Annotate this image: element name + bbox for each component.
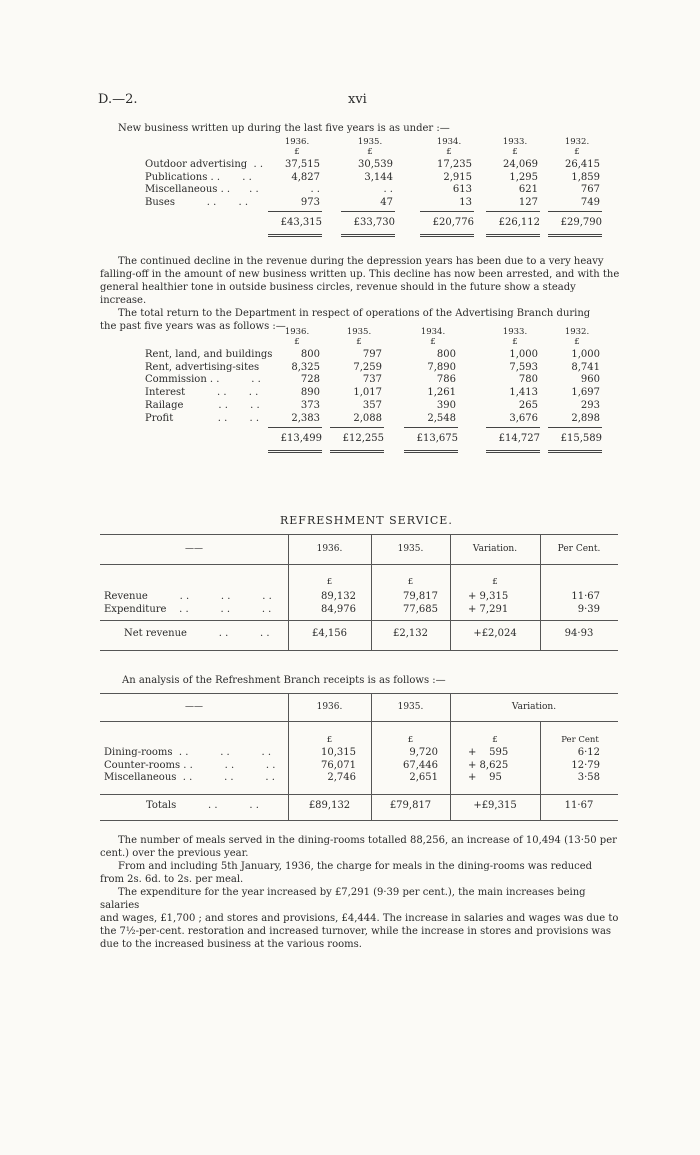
cell-value: . . — [383, 184, 393, 195]
cell-value: 890 — [300, 387, 320, 399]
cell-value: 12·79 — [571, 759, 600, 771]
para2-line: The expenditure for the year increased by £7,291 (9·39 per cent.), the main increases being salaries — [100, 887, 586, 911]
pound-sign: £ — [574, 147, 580, 157]
cell-value: + 95 — [468, 772, 502, 783]
column-header: Variation. — [472, 544, 518, 554]
cell-value: 797 — [362, 349, 382, 360]
para1-line: the past five years was as follows :— — [100, 321, 286, 332]
meals-paragraph — [100, 834, 620, 951]
column-header: 1935. — [397, 702, 424, 712]
table-bottom-rule — [100, 650, 618, 651]
cell-value: 13 — [459, 196, 472, 208]
cell-value: 293 — [580, 399, 600, 411]
year-header: 1935. — [346, 327, 372, 337]
cell-value: 1,017 — [353, 387, 382, 399]
total-value: £13,675 — [416, 433, 458, 445]
cell-value: 79,817 — [403, 591, 438, 602]
cell-value: 77,685 — [403, 603, 438, 615]
row-label: Rent, advertising-sites — [145, 361, 260, 373]
para2-line: the 7½-per-cent. restoration and increased turnover, while the increase in stores and provisions was — [100, 926, 612, 937]
cell-value: 76,071 — [321, 759, 356, 771]
row-label: Outdoor advertising . . — [145, 159, 264, 170]
cell-value: 800 — [436, 349, 456, 360]
net-revenue-label: Net revenue . . . . — [124, 628, 270, 639]
cell-value: 127 — [518, 196, 538, 208]
sum-rule — [341, 211, 395, 212]
total-double-rule — [486, 450, 540, 453]
total-double-rule — [548, 450, 602, 453]
total-value: £79,817 — [389, 800, 432, 811]
cell-value: 2,548 — [427, 412, 456, 424]
cell-value: 84,976 — [321, 603, 356, 615]
row-label: Miscellaneous . . . . — [145, 184, 259, 195]
row-label: Buses . . . . — [145, 196, 249, 208]
sum-rule — [548, 427, 602, 428]
cell-value: 3·58 — [577, 772, 600, 783]
cell-value: 2,746 — [327, 772, 356, 783]
total-value: £12,255 — [342, 433, 384, 445]
row-label: Miscellaneous . . . . . . — [104, 772, 275, 783]
para2-line: From and including 5th January, 1936, the charge for meals in the dining-rooms was reduced — [118, 861, 593, 872]
pound-sign: £ — [294, 147, 300, 157]
cell-value: 2,898 — [571, 412, 600, 424]
cell-value: 47 — [380, 196, 393, 208]
year-header: 1934. — [436, 137, 462, 147]
cell-value: 24,069 — [503, 159, 538, 170]
pound-sign: £ — [407, 577, 414, 587]
total-value: £43,315 — [280, 217, 322, 228]
para1-line: general healthier tone in outside business circles, revenue should in the future show a steady increase. — [100, 282, 576, 306]
cell-value: 1,000 — [571, 349, 600, 360]
cell-value: 10,315 — [321, 747, 356, 758]
cell-value: 1,000 — [509, 349, 538, 360]
cell-value: 7,259 — [353, 361, 382, 373]
cell-value: 357 — [362, 399, 382, 411]
sum-rule — [268, 211, 322, 212]
column-header: Per Cent. — [557, 544, 601, 554]
year-header: 1933. — [502, 327, 528, 337]
revenue-paragraph — [100, 255, 620, 333]
totals-label: Totals . . . . — [146, 800, 259, 811]
total-double-rule — [548, 234, 602, 237]
column-header: —— — [185, 702, 203, 712]
pound-sign: £ — [294, 337, 300, 347]
sum-rule — [420, 211, 474, 212]
cell-value: . . — [310, 184, 320, 195]
net-value: +£2,024 — [473, 628, 517, 639]
total-double-rule — [268, 234, 322, 237]
sum-rule — [268, 427, 322, 428]
pound-sign: £ — [492, 735, 498, 745]
cell-value: + 595 — [468, 747, 509, 758]
total-value: £26,112 — [498, 217, 540, 228]
para1-line: The continued decline in the revenue during the depression years has been due to a very heavy — [118, 256, 604, 267]
cell-value: 1,697 — [571, 387, 600, 399]
cell-value: 613 — [452, 184, 472, 195]
cell-value: 3,676 — [509, 412, 538, 424]
net-value: £2,132 — [393, 628, 428, 639]
cell-value: 89,132 — [321, 591, 356, 602]
cell-value: 1,261 — [427, 387, 456, 399]
total-value: £33,730 — [353, 217, 395, 228]
pound-sign: £ — [407, 735, 414, 745]
column-header: Variation. — [511, 702, 557, 712]
cell-value: 6·12 — [577, 747, 600, 758]
cell-value: 973 — [300, 196, 320, 208]
column-header: —— — [185, 544, 203, 554]
cell-value: 17,235 — [437, 159, 472, 170]
cell-value: 780 — [518, 374, 538, 386]
cell-value: 26,415 — [565, 159, 600, 170]
cell-value: 800 — [300, 349, 320, 360]
sum-rule — [548, 211, 602, 212]
total-value: 11·67 — [564, 800, 594, 811]
cell-value: 2,651 — [409, 772, 438, 783]
refreshment-title: REFRESHMENT SERVICE. — [280, 514, 453, 527]
year-header: 1932. — [564, 327, 590, 337]
cell-value: 2,383 — [291, 412, 320, 424]
para2-line: The number of meals served in the dining-rooms totalled 88,256, an increase of 10,494 (13·50 per — [118, 835, 617, 846]
year-header: 1933. — [502, 137, 528, 147]
pound-sign: £ — [326, 735, 333, 745]
cell-value: 1,859 — [571, 171, 600, 183]
total-value: £15,589 — [560, 433, 602, 445]
net-value: 94·93 — [564, 628, 594, 639]
para2-line: from 2s. 6d. to 2s. per meal. — [100, 874, 244, 885]
row-label: Profit . . . . — [145, 412, 260, 424]
cell-value: 37,515 — [285, 159, 320, 170]
cell-value: + 9,315 — [468, 591, 509, 602]
column-header: 1936. — [316, 702, 343, 712]
para1-line: The total return to the Department in respect of operations of the Advertising Branch during — [118, 308, 591, 319]
cell-value: 960 — [580, 374, 600, 386]
column-header: 1936. — [316, 544, 343, 554]
pound-sign: £ — [512, 147, 518, 157]
cell-value: 621 — [518, 184, 538, 195]
cell-value: 67,446 — [403, 759, 438, 771]
total-double-rule — [420, 234, 474, 237]
row-label: Interest . . . . — [145, 387, 259, 399]
pound-sign: £ — [326, 577, 333, 587]
total-double-rule — [341, 234, 395, 237]
row-label: Publications . . . . — [145, 171, 252, 183]
cell-value: + 7,291 — [468, 603, 509, 615]
para2-line: and wages, £1,700 ; and stores and provisions, £4,444. The increase in salaries and wages was due to — [100, 913, 619, 924]
year-header: 1936. — [284, 327, 310, 337]
cell-value: 8,741 — [571, 361, 600, 373]
cell-value: 30,539 — [358, 159, 393, 170]
pound-sign: £ — [356, 337, 362, 347]
sum-rule — [486, 427, 540, 428]
total-value: £89,132 — [308, 800, 351, 811]
per-cent-label: Per Cent — [561, 735, 599, 745]
row-label: Commission . . . . — [145, 374, 261, 386]
total-double-rule — [404, 450, 458, 453]
row-label: Rent, land, and buildings — [145, 349, 273, 360]
row-label: Counter-rooms . . . . . . — [104, 759, 276, 771]
cell-value: 749 — [580, 196, 600, 208]
pound-sign: £ — [574, 337, 580, 347]
total-double-rule — [268, 450, 322, 453]
year-header: 1934. — [420, 327, 446, 337]
pound-sign: £ — [367, 147, 373, 157]
page-number: xvi — [348, 92, 367, 107]
row-label: Expenditure . . . . . . — [104, 603, 272, 615]
cell-value: 1,413 — [509, 387, 538, 399]
cell-value: 265 — [518, 399, 538, 411]
cell-value: 7,593 — [509, 361, 538, 373]
table-bottom-rule — [100, 820, 618, 821]
cell-value: 9·39 — [577, 603, 600, 615]
total-double-rule — [486, 234, 540, 237]
cell-value: 737 — [362, 374, 382, 386]
year-header: 1936. — [284, 137, 310, 147]
cell-value: 786 — [436, 374, 456, 386]
row-label: Dining-rooms . . . . . . — [104, 747, 272, 758]
para2-line: due to the increased business at the various rooms. — [100, 939, 362, 950]
cell-value: 9,720 — [409, 747, 438, 758]
cell-value: 7,890 — [427, 361, 456, 373]
year-header: 1932. — [564, 137, 590, 147]
cell-value: 8,325 — [291, 361, 320, 373]
total-double-rule — [330, 450, 384, 453]
table-top-rule — [100, 693, 618, 694]
analysis-intro: An analysis of the Refreshment Branch receipts is as follows :— — [122, 675, 446, 686]
sum-rule — [404, 427, 458, 428]
cell-value: 2,915 — [443, 171, 472, 183]
net-value: £4,156 — [312, 628, 347, 639]
page-code: D.—2. — [98, 92, 138, 107]
year-header: 1935. — [357, 137, 383, 147]
cell-value: 4,827 — [291, 171, 320, 183]
para1-line: falling-off in the amount of new business written up. This decline has now been arrested, and with the — [100, 269, 620, 280]
total-value: +£9,315 — [473, 800, 517, 811]
pound-sign: £ — [492, 577, 498, 587]
para2-line: cent.) over the previous year. — [100, 848, 249, 859]
cell-value: + 8,625 — [468, 759, 509, 771]
cell-value: 11·67 — [571, 591, 600, 602]
pound-sign: £ — [512, 337, 518, 347]
cell-value: 3,144 — [364, 171, 393, 183]
cell-value: 1,295 — [509, 171, 538, 183]
total-value: £14,727 — [498, 433, 540, 445]
row-label: Railage . . . . — [145, 399, 260, 411]
total-value: £20,776 — [432, 217, 474, 228]
sum-rule — [486, 211, 540, 212]
cell-value: 728 — [300, 374, 320, 386]
cell-value: 373 — [300, 399, 320, 411]
cell-value: 767 — [580, 184, 600, 195]
cell-value: 2,088 — [353, 412, 382, 424]
total-value: £13,499 — [280, 433, 322, 445]
column-header: 1935. — [397, 544, 424, 554]
cell-value: 390 — [436, 399, 456, 411]
new-business-intro: New business written up during the last five years is as under :— — [118, 123, 450, 134]
pound-sign: £ — [446, 147, 452, 157]
sum-rule — [330, 427, 384, 428]
pound-sign: £ — [430, 337, 436, 347]
row-label: Revenue . . . . . . — [104, 591, 272, 602]
total-value: £29,790 — [560, 217, 602, 228]
